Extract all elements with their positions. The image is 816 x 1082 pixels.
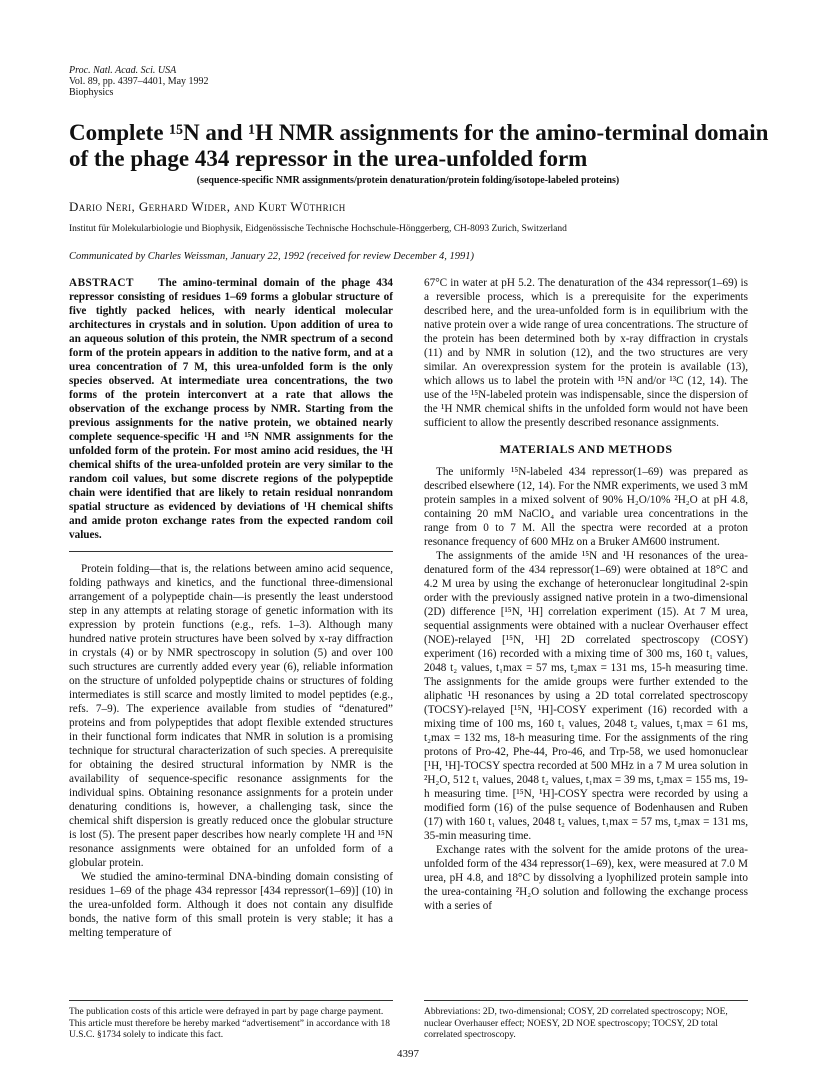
page-number: 4397 [397,1048,419,1060]
affiliation: Institut für Molekularbiologie und Biophysik, Eidgenössische Technische Hochschule-Hönggerberg, CH-8093 Zurich, Switzerland [69,224,567,234]
journal-header [69,65,209,98]
left-column [69,276,393,940]
abstract-label: ABSTRACT [69,277,134,289]
methods-paragraph-2: The assignments of the amide ¹⁵N and ¹H resonances of the urea-denatured form of the 434 repressor(1–69) were obtained at 18°C and 4.2 M urea by using the exchange of heteronuclear longitudinal 2-spin order with the previously assigned native protein in a two-dimensional (2D) difference [¹⁵N, ¹H] correlation experiment (15). At 7 M urea, sequential assignments were obtained with a nuclear Overhauser effect (NOE)-relayed [¹⁵N, ¹H] 2D correlated spectroscopy (COSY) experiment (16) recorded with a mixing time of 300 ms, 160 t₁ values, 2048 t₂ values, t₁max = 57 ms, t₂max = 131 ms, 15-h measuring time. The assignments for the amide groups were further extended to the aliphatic ¹H resonances by using a 2D total correlated spectroscopy (TOCSY)-relayed [¹⁵N, ¹H]-COSY experiment (16) recorded with a mixing time of 100 ms, 160 t₁ values, 2048 t₂ values, t₁max = 61 ms, t₂max = 132 ms, 18-h measuring time. For the assignments of the ring protons of Pro-42, Phe-44, Pro-46, and Trp-58, we used homonuclear [¹H, ¹H]-TOCSY spectra recorded at 500 MHz in a 7 M urea solution in ²H₂O, 512 t₁ values, 2048 t₂ values, t₁max = 39 ms, t₂max = 155 ms, 19-h measuring time. [¹⁵N, ¹H]-COSY spectra were recorded by using a modified form (16) of the pulse sequence of Bodenhausen and Ruben (17) with 160 t₁ values, 2048 t₂ values, t₁max = 57 ms, t₂max = 131 ms, 35-min measuring time. [424,550,748,842]
section-name: Biophysics [69,87,114,98]
authors: Dario Neri, Gerhard Wider, and Kurt Wüthrich [69,199,346,214]
communicated-by: Communicated by Charles Weissman, January 22, 1992 (received for review December 4, 1991) [69,251,475,262]
abstract-text: The amino-terminal domain of the phage 434 repressor consisting of residues 1–69 forms a globular structure of five tightly packed helices, with nearly identical molecular architectures in crystals and in solution. Upon addition of urea to an aqueous solution of this protein, the NMR spectrum of a second form of the protein appears in addition to the native form, and at a urea concentration of 7 M, this urea-unfolded form is the only species observed. At intermediate urea concentrations, the two forms of the protein interconvert at a rate that allows the observation of the exchange process by NMR. Starting from the previous assignments for the native protein, we obtained nearly complete sequence-specific ¹H and ¹⁵N NMR assignments for the unfolded form of the protein. For most amino acid residues, the ¹H chemical shifts of the urea-unfolded protein are very similar to the random coil values, but some discrete regions of the polypeptide chain were identified that are likely to retain residual nonrandom spatial structure as evidenced by deviations of ¹H chemical shifts and amide proton exchange rates from the expected random coil values. [69,277,394,541]
section-heading: MATERIALS AND METHODS [499,442,673,456]
intro-continuation: 67°C in water at pH 5.2. The denaturation of the 434 repressor(1–69) is a reversible process, which is a prerequisite for the experiments described here, and the urea-unfolded form is in equilibrium with the native protein over a wide range of urea concentrations. The structure of the protein has been determined both by x-ray diffraction in crystals (11) and by NMR in solution (12), and the two structures are very similar. An overexpression system for the protein is available (13), which allows us to label the protein with ¹⁵N and/or ¹³C (12, 14). The use of the ¹⁵N-labeled protein was indispensable, since the dispersion of the ¹H NMR chemical shifts in the unfolded form would not have been sufficient to allow the presently described resonance assignments. [424,277,748,429]
abstract-divider [69,551,393,552]
publication-cost-footnote: The publication costs of this article were defrayed in part by page charge payment. This article must therefore be hereby marked “advertisement” in accordance with 18 U.S.C. §1734 solely to indicate this fact. [69,1000,393,1042]
intro-paragraph-1: Protein folding—that is, the relations between amino acid sequence, folding pathways and kinetics, and the functional three-dimensional arrangement of a polypeptide chain—is presently the least understood step in any attempts at relating storage of genetic information with its expression by protein functions (e.g., refs. 1–3). Although many hundred native protein structures have been solved by x-ray diffraction in crystals (4) or by NMR spectroscopy in solution (5) and over 100 such structures are currently added every year (6), reliable information on the structure of unfolded polypeptide chains or structures of folding intermediates is still scarce and mostly limited to model peptides (e.g., refs. 7–9). The experience available from studies of “denatured” proteins and from polypeptides that adopt flexible extended structures in their functional form indicates that NMR in solution is a promising technique for structural characterization of such species. A prerequisite for obtaining the desired structural information by NMR is the availability of sequence-specific resonance assignments for the individual spins. Obtaining resonance assignments for a protein under denaturing conditions is, however, a challenging task, since the chemical shift dispersion is greatly reduced once the globular structure is lost (5). The present paper describes how nearly complete ¹H and ¹⁵N resonance assignments were obtained for an unfolded form of a globular protein. [69,563,393,869]
paper-title: Complete ¹⁵N and ¹H NMR assignments for the amino-terminal domain of the phage 434 repressor in the urea-unfolded form [69,120,769,171]
abstract [69,276,393,542]
intro-paragraph-2: We studied the amino-terminal DNA-binding domain consisting of residues 1–69 of the phage 434 repressor [434 repressor(1–69)] (10) in the urea-unfolded form. Although it does not contain any disulfide bonds, the native form of this small protein is very stable; it has a melting temperature of [69,871,393,939]
methods-paragraph-3: Exchange rates with the solvent for the amide protons of the urea-unfolded form of the 434 repressor(1–69), kex, were measured at 7.0 M urea, pH 4.8, and 18°C by dissolving a lyophilized protein sample into the urea-containing ²H₂O solution and following the exchange process with a series of [424,844,748,912]
keywords: (sequence-specific NMR assignments/protein denaturation/protein folding/isotope-labeled proteins) [196,175,620,186]
journal-name: Proc. Natl. Acad. Sci. USA [69,65,177,76]
right-column [424,276,748,913]
abbreviations-footnote: Abbreviations: 2D, two-dimensional; COSY, 2D correlated spectroscopy; NOE, nuclear Overhauser effect; NOESY, 2D NOE spectroscopy; TOCSY, 2D total correlated spectroscopy. [424,1000,748,1042]
methods-paragraph-1: The uniformly ¹⁵N-labeled 434 repressor(1–69) was prepared as described elsewhere (12, 14). For the NMR experiments, we used 3 mM protein samples in a mixed solvent of 90% H₂O/10% ²H₂O at pH 4.8, containing 20 mM NaClO₄ and variable urea concentrations in the range from 0 to 7 M. All the spectra were recorded at a proton resonance frequency of 600 MHz on a Bruker AM600 instrument. [424,466,748,548]
volume-info: Vol. 89, pp. 4397–4401, May 1992 [69,76,209,87]
